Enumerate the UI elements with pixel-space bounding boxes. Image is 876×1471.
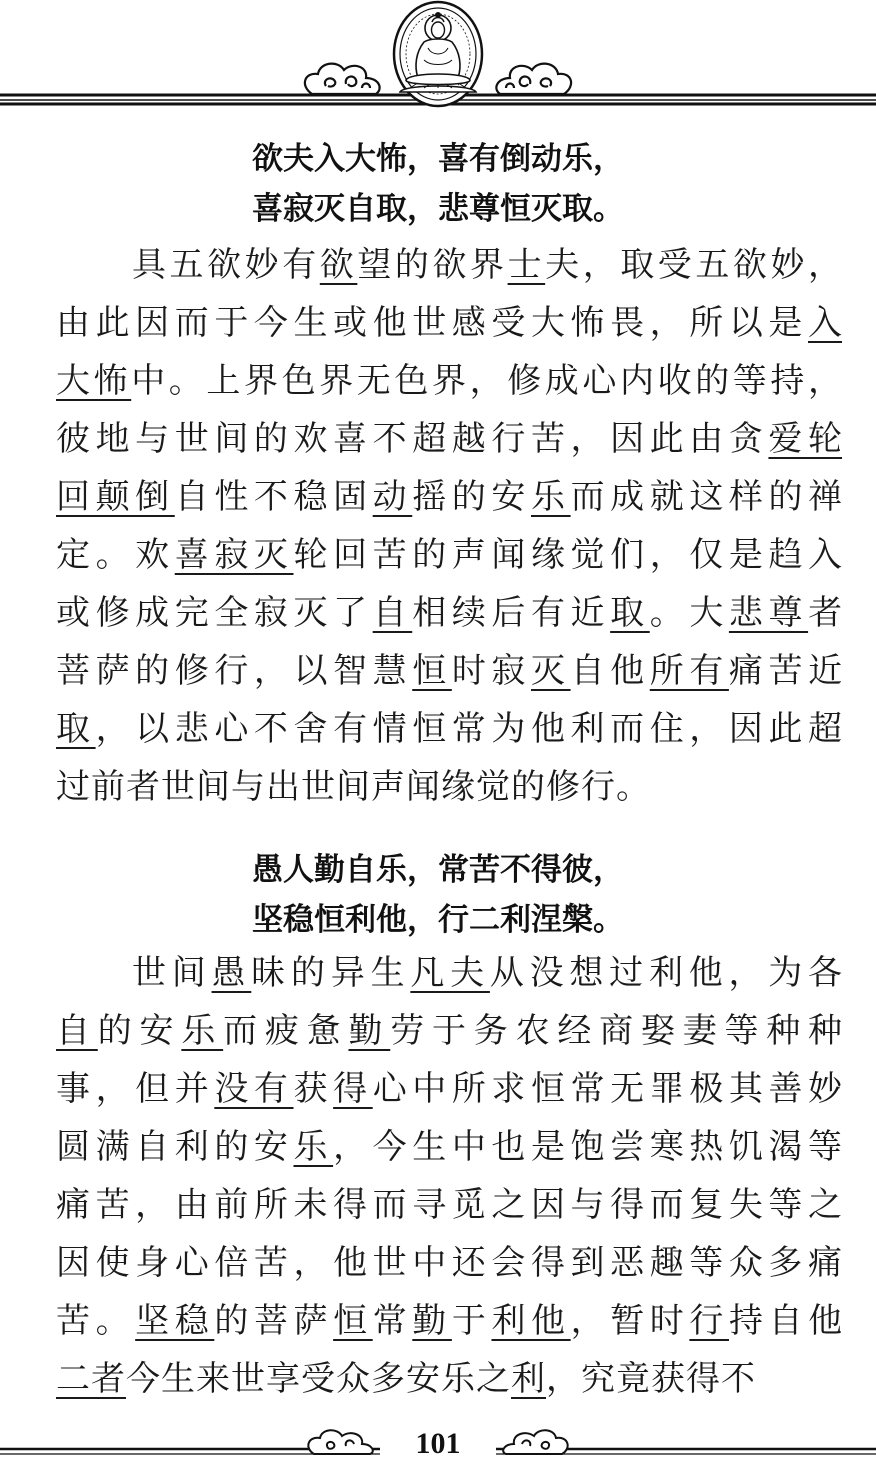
text-segment: 彼地与世间的欢喜不超越行苦，因此由贪 (56, 419, 769, 459)
text-segment: ，以悲心不舍有情恒常为他利而住，因此超 (95, 709, 843, 749)
text-segment: 具五欲妙有 (132, 245, 320, 285)
underlined-keyword: 得 (333, 1069, 373, 1109)
cloud-scroll-right-icon (496, 64, 571, 94)
text-segment: 从没想过利他，为各 (489, 953, 843, 993)
text-line (56, 1350, 842, 1408)
cloud-scroll-left-icon (305, 64, 380, 94)
underlined-keyword: 喜寂灭 (174, 535, 294, 575)
text-line (56, 526, 842, 584)
text-segment: 定。欢 (56, 535, 175, 575)
text-segment: 于 (451, 1301, 492, 1341)
underlined-keyword: 自 (372, 593, 413, 633)
underlined-keyword: 行 (689, 1301, 729, 1341)
verse-line: 愚人勤自乐，常苦不得彼， (252, 852, 624, 888)
underlined-keyword: 所有 (649, 651, 729, 691)
text-segment: ，究竟获得不 (546, 1359, 756, 1399)
text-segment: 因使身心倍苦，他世中还会得到恶趣等众多痛 (56, 1243, 842, 1283)
underlined-keyword: 爱轮 (768, 419, 843, 459)
text-segment: 者 (808, 593, 843, 633)
underlined-keyword: 二者 (56, 1359, 126, 1399)
text-segment: 持自他 (728, 1301, 843, 1341)
underlined-keyword: 动 (372, 477, 413, 517)
verse-line: 欲夫入大怖，喜有倒动乐， (252, 141, 624, 177)
underlined-keyword: 勤 (348, 1011, 391, 1051)
text-segment: 的菩萨 (214, 1301, 334, 1341)
text-segment: 望的欲界 (357, 245, 508, 285)
text-segment: 劳于务农经商娶妻等种种 (390, 1011, 843, 1051)
verse-2 (0, 845, 876, 945)
text-segment: 或修成完全寂灭了 (56, 593, 373, 633)
text-segment: 心中所求恒常无罪极其善妙 (372, 1069, 843, 1109)
text-segment: 而成就这样的禅 (570, 477, 843, 517)
underlined-keyword: 欲 (319, 245, 358, 285)
text-segment: 世间 (132, 953, 212, 993)
buddha-emblem-icon (394, 2, 482, 106)
text-segment: 由此因而于今生或他世感受大怖畏，所以是 (56, 303, 808, 343)
text-line (56, 410, 842, 468)
underlined-keyword: 乐 (531, 477, 571, 517)
text-line (56, 1060, 842, 1118)
underlined-keyword: 士 (507, 245, 546, 285)
text-segment: 昧的异生 (251, 953, 411, 993)
underlined-keyword: 恒 (412, 651, 452, 691)
underlined-keyword: 自 (56, 1011, 98, 1051)
underlined-keyword: 利他 (491, 1301, 571, 1341)
text-segment: ，暂时 (570, 1301, 690, 1341)
underlined-keyword: 入 (808, 303, 842, 343)
text-segment: 获 (293, 1069, 334, 1109)
text-line (56, 294, 842, 352)
text-segment: 摇的安 (412, 477, 531, 517)
text-line (56, 700, 842, 758)
text-segment: 圆满自利的安 (56, 1127, 294, 1167)
underlined-keyword: 大怖 (56, 361, 132, 401)
underlined-keyword: 取 (56, 709, 96, 749)
text-segment: 相续后有近 (412, 593, 611, 633)
text-segment: 自性不稳固 (174, 477, 373, 517)
text-segment: 。大 (649, 593, 729, 633)
underlined-keyword: 愚 (211, 953, 252, 993)
text-segment: 而疲惫 (223, 1011, 349, 1051)
text-line (56, 236, 842, 294)
footer-cloud-right-icon (503, 1430, 567, 1454)
text-segment: 苦。 (56, 1301, 136, 1341)
text-line (56, 584, 842, 642)
text-segment: 的安 (97, 1011, 182, 1051)
page-number: 101 (415, 1427, 461, 1460)
underlined-keyword: 灭 (530, 651, 571, 691)
text-line (56, 1292, 842, 1350)
text-segment: 痛苦近 (728, 651, 843, 691)
text-segment: 夫，取受五欲妙， (545, 245, 843, 285)
text-line (56, 468, 842, 526)
underlined-keyword: 凡夫 (410, 953, 490, 993)
footer-cloud-left-icon (308, 1430, 372, 1454)
underlined-keyword: 悲尊 (728, 593, 809, 633)
text-segment: ，今生中也是饱尝寒热饥渴等 (333, 1127, 843, 1167)
text-segment: 过前者世间与出世间声闻缘觉的修行。 (56, 767, 651, 807)
text-segment: 痛苦，由前所未得而寻觅之因与得而复失等之 (56, 1185, 842, 1225)
text-segment: 今生来世享受众多安乐之 (126, 1359, 511, 1399)
text-line (56, 1176, 842, 1234)
text-line (56, 642, 842, 700)
underlined-keyword: 恒 (333, 1301, 373, 1341)
underlined-keyword: 利 (511, 1359, 546, 1399)
verse-line: 坚稳恒利他，行二利涅槃。 (252, 902, 624, 938)
text-segment: 常 (372, 1301, 413, 1341)
text-segment: 轮回苦的声闻缘觉们，仅是趋入 (293, 535, 843, 575)
text-segment: 自他 (570, 651, 650, 691)
text-segment: 时寂 (451, 651, 531, 691)
underlined-keyword: 乐 (181, 1011, 224, 1051)
underlined-keyword: 乐 (293, 1127, 334, 1167)
text-line (56, 352, 842, 410)
text-segment: 菩萨的修行，以智慧 (56, 651, 413, 691)
verse-line: 喜寂灭自取，悲尊恒灭取。 (252, 191, 624, 227)
commentary-paragraph-2 (56, 944, 842, 1408)
underlined-keyword: 勤 (412, 1301, 452, 1341)
page-header-ornament (0, 0, 876, 112)
underlined-keyword: 没有 (214, 1069, 294, 1109)
text-line (56, 1234, 842, 1292)
underlined-keyword: 坚稳 (135, 1301, 215, 1341)
underlined-keyword: 回颠倒 (56, 477, 175, 517)
text-line (56, 1002, 842, 1060)
text-line (56, 1118, 842, 1176)
verse-1 (0, 134, 876, 234)
text-segment: 中。上界色界无色界，修成心内收的等持， (131, 361, 843, 401)
text-line (56, 758, 842, 816)
text-line (56, 944, 842, 1002)
text-segment: 事，但并 (56, 1069, 215, 1109)
underlined-keyword: 取 (610, 593, 650, 633)
commentary-paragraph-1 (56, 236, 842, 816)
